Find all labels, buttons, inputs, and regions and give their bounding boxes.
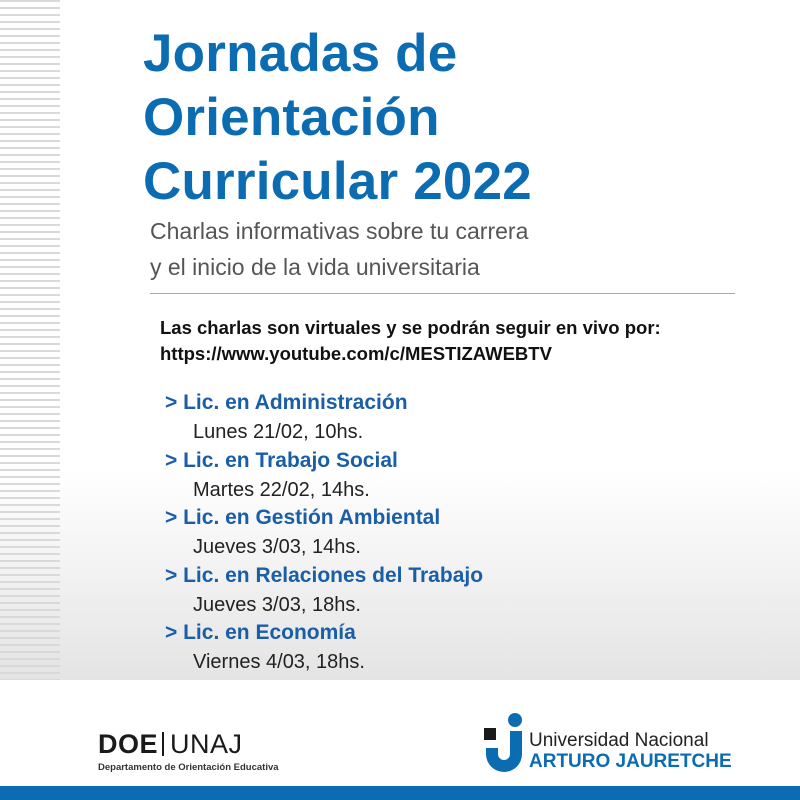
subtitle-line-1: Charlas informativas sobre tu carrera <box>150 218 529 244</box>
schedule-item-date: Jueves 3/03, 18hs. <box>193 594 361 616</box>
doe-logo-text: DOE <box>98 729 159 759</box>
bottom-bar <box>0 786 800 800</box>
youtube-link[interactable]: https://www.youtube.com/c/MESTIZAWEBTV <box>160 343 552 364</box>
subtitle-line-2: y el inicio de la vida universitaria <box>150 254 480 280</box>
doe-subtitle: Departamento de Orientación Educativa <box>98 762 279 773</box>
doe-unaj-logo <box>98 728 279 773</box>
logo-separator <box>162 732 164 756</box>
divider <box>150 293 735 294</box>
schedule-item-date: Lunes 21/02, 10hs. <box>193 421 364 443</box>
unaj-logo-icon <box>484 712 526 774</box>
schedule-item-date: Martes 22/02, 14hs. <box>193 479 370 501</box>
schedule-item-title: > Lic. en Trabajo Social <box>165 449 398 472</box>
university-name-line-2: ARTURO JAURETCHE <box>529 751 732 772</box>
schedule-item-title: > Lic. en Relaciones del Trabajo <box>165 564 484 587</box>
schedule-item-title: > Lic. en Gestión Ambiental <box>165 506 441 529</box>
schedule-item-date: Jueves 3/03, 14hs. <box>193 536 361 558</box>
intro-text: Las charlas son virtuales y se podrán seguir en vivo por: <box>160 317 661 338</box>
title-line-3: Curricular 2022 <box>143 152 532 211</box>
title-line-2: Orientación <box>143 88 440 147</box>
title-line-1: Jornadas de <box>143 24 458 83</box>
schedule-item-title: > Lic. en Economía <box>165 621 356 644</box>
schedule-item-date: Viernes 4/03, 18hs. <box>193 651 365 673</box>
decorative-stripes <box>0 0 60 680</box>
unaj-logo-text: UNAJ <box>170 729 243 759</box>
schedule-item-title: > Lic. en Administración <box>165 391 408 414</box>
university-name-line-1: Universidad Nacional <box>529 730 709 751</box>
